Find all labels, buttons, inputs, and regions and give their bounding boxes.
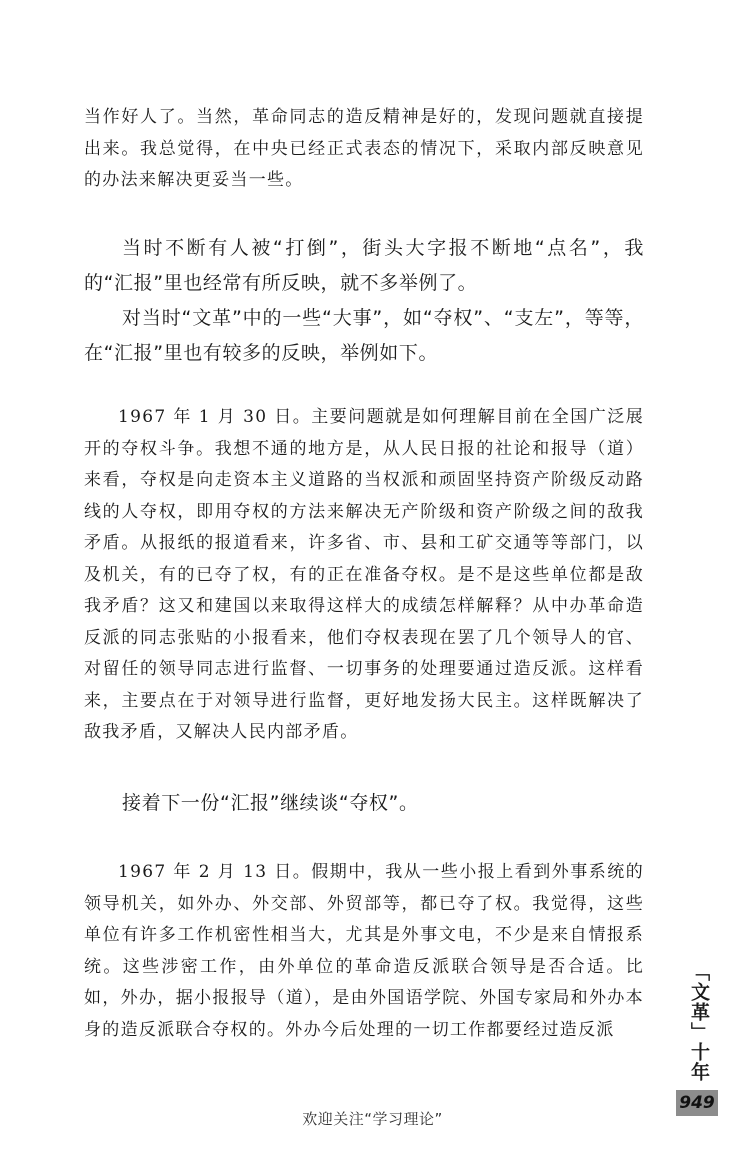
quote-paragraph: 当作好人了。当然，革命同志的造反精神是好的，发现问题就直接提出来。我总觉得，在中央已经正式表态的情况下，采取内部反映意见的办法来解决更妥当一些。: [84, 107, 644, 190]
footer-watermark-text: 欢迎关注“学习理论”: [302, 1110, 443, 1128]
quote-paragraph: 1967 年 2 月 13 日。假期中，我从一些小报上看到外事系统的领导机关，如外办、外交部、外贸部等，都已夺了权。我觉得，这些单位有许多工作机密性相当大，尤其是外事文电，不少是来自情报系统。这些涉密工作，由外单位的革命造反派联合领导是否合适。比如，外办，据小报报导（道），是由外国语学院、外国专家局和外办本身的造反派联合夺权的。外办今后处理的一切工作都要经过造反派: [84, 862, 644, 1040]
narrative-block: [84, 786, 644, 821]
quote-block-1967-02-13: [84, 857, 644, 1046]
narrative-paragraph: 对当时“文革”中的一些“大事”，如“夺权”、“支左”，等等，在“汇报”里也有较多的反映，举例如下。: [84, 307, 644, 364]
narrative-paragraph: 当时不断有人被“打倒”，街头大字报不断地“点名”，我的“汇报”里也经常有所反映，就不多举例了。: [84, 237, 644, 294]
narrative-paragraph: 接着下一份“汇报”继续谈“夺权”。: [122, 792, 419, 814]
chapter-side-tab: 「文革」十年: [688, 962, 710, 1082]
narrative-block: [84, 231, 644, 371]
quote-block-continued: [84, 102, 644, 197]
quote-block-1967-01-30: [84, 402, 644, 749]
quote-paragraph: 1967 年 1 月 30 日。主要问题就是如何理解目前在全国广泛展开的夺权斗争。我想不通的地方是，从人民日报的社论和报导（道）来看，夺权是向走资本主义道路的当权派和顽固坚持资产阶级反动路线的人夺权，即用夺权的方法来解决无产阶级和资产阶级之间的敌我矛盾。从报纸的报道看来，许多省、市、县和工矿交通等等部门，以及机关，有的已夺了权，有的正在准备夺权。是不是这些单位都是敌我矛盾？这又和建国以来取得这样大的成绩怎样解释？从中办革命造反派的同志张贴的小报看来，他们夺权表现在罢了几个领导人的官、对留任的领导同志进行监督、一切事务的处理要通过造反派。这样看来，主要点在于对领导进行监督，更好地发扬大民主。这样既解决了敌我矛盾，又解决人民内部矛盾。: [84, 407, 644, 742]
page-number: 949: [676, 1090, 718, 1116]
